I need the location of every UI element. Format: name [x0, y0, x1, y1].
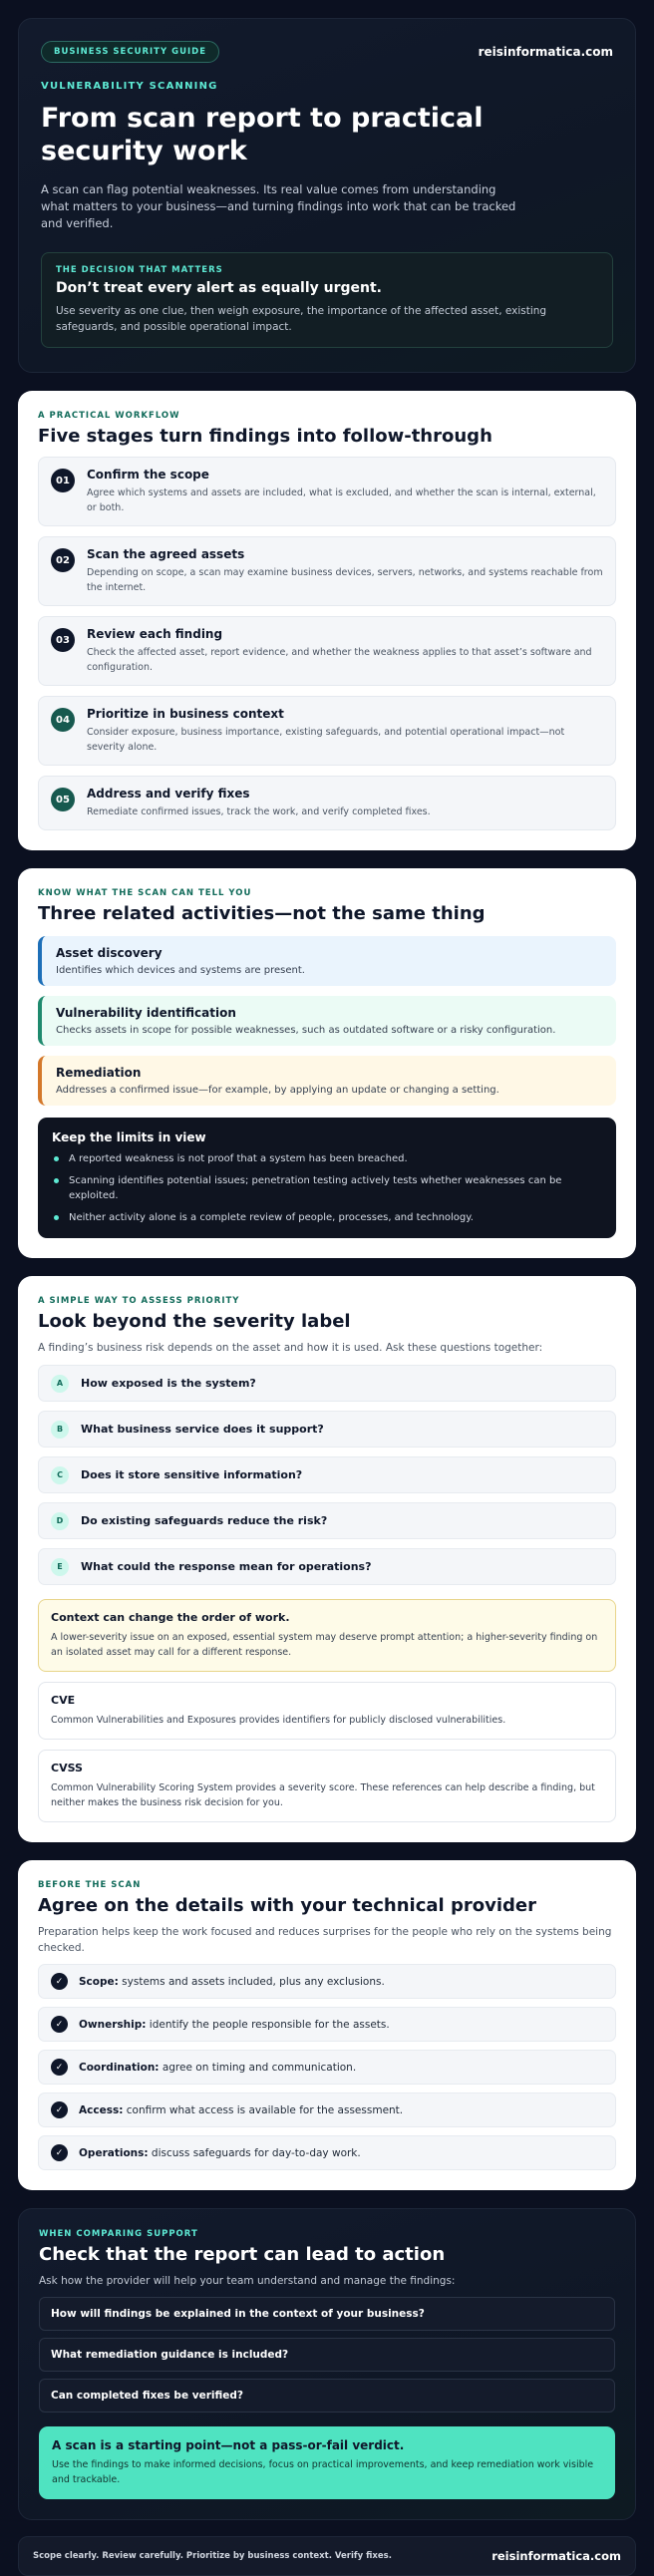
- priority-eyebrow: A SIMPLE WAY TO ASSESS PRIORITY: [38, 1296, 240, 1306]
- limits-item-text: Scanning identifies potential issues; penetration testing actively tests whether weaknesses can be exploited.: [69, 1175, 562, 1201]
- before-eyebrow: BEFORE THE SCAN: [38, 1880, 142, 1890]
- step-title: Address and verify fixes: [87, 787, 250, 801]
- limits-item: [52, 1173, 602, 1203]
- workflow-section: [18, 391, 636, 850]
- before-scan-section: [18, 1860, 636, 2190]
- footer-brand-link[interactable]: reisinformatica.com: [491, 2549, 621, 2563]
- checklist-label: Coordination:: [79, 2061, 160, 2074]
- question-letter: C: [51, 1466, 69, 1484]
- step-number: 05: [51, 788, 75, 811]
- checklist-text: confirm what access is available for the assessment.: [123, 2103, 404, 2116]
- activity-text: Identifies which devices and systems are present.: [56, 965, 305, 976]
- checklist-label: Operations:: [79, 2146, 149, 2159]
- bullet-dot-icon: [54, 1178, 59, 1183]
- step-text: Remediate confirmed issues, track the work, and verify completed fixes.: [87, 806, 431, 817]
- checklist-item: [38, 2050, 616, 2085]
- checklist-item: [38, 1964, 616, 1999]
- step-title: Review each finding: [87, 627, 223, 641]
- reference-title: CVE: [51, 1694, 76, 1707]
- brand-link[interactable]: reisinformatica.com: [478, 45, 613, 59]
- page-title: From scan report to practical security work: [41, 103, 484, 166]
- verdict-text: Use the findings to make informed decisions, focus on practical improvements, and keep remediation work visible and trackable.: [52, 2459, 594, 2485]
- before-title: Agree on the details with your technical provider: [38, 1895, 536, 1916]
- priority-sub: A finding’s business risk depends on the asset and how it is used. Ask these questions together:: [38, 1342, 543, 1354]
- hero-eyebrow: VULNERABILITY SCANNING: [41, 81, 218, 92]
- checklist-label: Scope:: [79, 1975, 119, 1988]
- question-text: How exposed is the system?: [81, 1377, 256, 1390]
- decision-title: Don’t treat every alert as equally urgent.: [56, 280, 382, 296]
- checklist-item: [38, 2093, 616, 2127]
- support-eyebrow: WHEN COMPARING SUPPORT: [39, 2229, 198, 2239]
- checklist-label: Ownership:: [79, 2018, 147, 2031]
- question-letter: E: [51, 1558, 69, 1576]
- support-section: [18, 2208, 636, 2520]
- checklist-item: [38, 2007, 616, 2042]
- activity-title: Remediation: [56, 1066, 142, 1080]
- footer: [18, 2536, 636, 2576]
- step-number: 01: [51, 469, 75, 492]
- activity-text: Checks assets in scope for possible weaknesses, such as outdated software or a risky configuration.: [56, 1025, 556, 1036]
- activities-eyebrow: KNOW WHAT THE SCAN CAN TELL YOU: [38, 888, 252, 898]
- guide-pill: BUSINESS SECURITY GUIDE: [41, 41, 219, 63]
- workflow-step: [38, 536, 616, 606]
- priority-section: [18, 1276, 636, 1842]
- hero-lead: A scan can flag potential weaknesses. Its real value comes from understanding what matters to your business—and turning findings into work that can be tracked and verified.: [41, 182, 516, 230]
- limits-item-text: Neither activity alone is a complete review of people, processes, and technology.: [69, 1212, 474, 1223]
- limits-item: [52, 1151, 602, 1166]
- verdict-box: [39, 2426, 615, 2499]
- activity-asset-discovery: [38, 936, 616, 986]
- hero-section: [18, 18, 636, 373]
- question-letter: A: [51, 1375, 69, 1393]
- question-letter: B: [51, 1421, 69, 1439]
- workflow-step: [38, 776, 616, 830]
- step-text: Consider exposure, business importance, existing safeguards, and potential operational impact—not severity alone.: [87, 727, 565, 753]
- limits-item-text: A reported weakness is not proof that a system has been breached.: [69, 1153, 408, 1164]
- decision-text: Use severity as one clue, then weigh exposure, the importance of the affected asset, existing safeguards, and possible operational impact.: [56, 305, 547, 333]
- priority-question: [38, 1502, 616, 1539]
- step-number: 02: [51, 548, 75, 572]
- support-title: Check that the report can lead to action: [39, 2244, 446, 2265]
- priority-question: [38, 1411, 616, 1448]
- checklist-text: identify the people responsible for the assets.: [146, 2018, 390, 2031]
- workflow-step: [38, 457, 616, 526]
- question-text: Does it store sensitive information?: [81, 1468, 303, 1481]
- step-text: Agree which systems and assets are included, what is excluded, and whether the scan is internal, external, or both.: [87, 487, 596, 513]
- reference-text: Common Vulnerabilities and Exposures provides identifiers for publicly disclosed vulnerabilities.: [51, 1715, 506, 1726]
- note-text: A lower-severity issue on an exposed, essential system may deserve prompt attention; a higher-severity finding on an isolated asset may call for a different response.: [51, 1632, 598, 1658]
- support-sub: Ask how the provider will help your team understand and manage the findings:: [39, 2275, 456, 2287]
- priority-question: [38, 1365, 616, 1402]
- checklist-label: Access:: [79, 2103, 124, 2116]
- context-note: [38, 1599, 616, 1672]
- step-number: 03: [51, 628, 75, 652]
- step-title: Confirm the scope: [87, 468, 209, 482]
- bullet-dot-icon: [54, 1156, 59, 1161]
- support-question: What remediation guidance is included?: [39, 2338, 615, 2372]
- limits-box: [38, 1118, 616, 1238]
- reference-text: Common Vulnerability Scoring System provides a severity score. These references can help describe a finding, but neither makes the business risk decision for you.: [51, 1782, 595, 1808]
- question-letter: D: [51, 1512, 69, 1530]
- before-sub: Preparation helps keep the work focused and reduces surprises for the people who rely on the systems being checked.: [38, 1926, 612, 1954]
- check-icon: ✓: [51, 2144, 68, 2161]
- workflow-eyebrow: A PRACTICAL WORKFLOW: [38, 411, 180, 421]
- verdict-title: A scan is a starting point—not a pass-or-fail verdict.: [52, 2438, 405, 2452]
- support-question: How will findings be explained in the context of your business?: [39, 2297, 615, 2331]
- step-text: Depending on scope, a scan may examine business devices, servers, networks, and systems reachable from the internet.: [87, 567, 603, 593]
- check-icon: ✓: [51, 1973, 68, 1990]
- check-icon: ✓: [51, 2016, 68, 2033]
- decision-box: [41, 252, 613, 348]
- checklist-item: [38, 2135, 616, 2170]
- reference-cve: [38, 1682, 616, 1740]
- activities-section: [18, 868, 636, 1258]
- checklist-text: agree on timing and communication.: [159, 2061, 357, 2074]
- question-text: Do existing safeguards reduce the risk?: [81, 1514, 328, 1527]
- workflow-step: [38, 616, 616, 686]
- check-icon: ✓: [51, 2101, 68, 2118]
- priority-question: [38, 1548, 616, 1585]
- reference-cvss: [38, 1750, 616, 1822]
- activity-title: Vulnerability identification: [56, 1006, 236, 1020]
- activity-vulnerability-identification: [38, 996, 616, 1046]
- activity-remediation: [38, 1056, 616, 1106]
- activity-title: Asset discovery: [56, 946, 163, 960]
- step-text: Check the affected asset, report evidence, and whether the weakness applies to that asset’s software and configuration.: [87, 647, 592, 673]
- step-title: Scan the agreed assets: [87, 547, 245, 561]
- priority-question: [38, 1456, 616, 1493]
- decision-kicker: THE DECISION THAT MATTERS: [56, 265, 223, 275]
- limits-item: [52, 1210, 602, 1225]
- priority-title: Look beyond the severity label: [38, 1311, 351, 1332]
- note-title: Context can change the order of work.: [51, 1611, 290, 1624]
- reference-title: CVSS: [51, 1762, 83, 1774]
- question-text: What could the response mean for operations?: [81, 1560, 372, 1573]
- support-question: Can completed fixes be verified?: [39, 2379, 615, 2413]
- activity-text: Addresses a confirmed issue—for example, by applying an update or changing a setting.: [56, 1085, 499, 1096]
- step-number: 04: [51, 708, 75, 732]
- limits-title: Keep the limits in view: [52, 1130, 206, 1144]
- question-text: What business service does it support?: [81, 1423, 324, 1436]
- checklist-text: systems and assets included, plus any exclusions.: [118, 1975, 385, 1988]
- bullet-dot-icon: [54, 1215, 59, 1220]
- check-icon: ✓: [51, 2059, 68, 2076]
- checklist-text: discuss safeguards for day-to-day work.: [148, 2146, 361, 2159]
- workflow-step: [38, 696, 616, 766]
- activities-title: Three related activities—not the same thing: [38, 903, 486, 924]
- footer-tagline: Scope clearly. Review carefully. Prioritize by business context. Verify fixes.: [33, 2551, 392, 2561]
- step-title: Prioritize in business context: [87, 707, 284, 721]
- workflow-title: Five stages turn findings into follow-through: [38, 426, 492, 447]
